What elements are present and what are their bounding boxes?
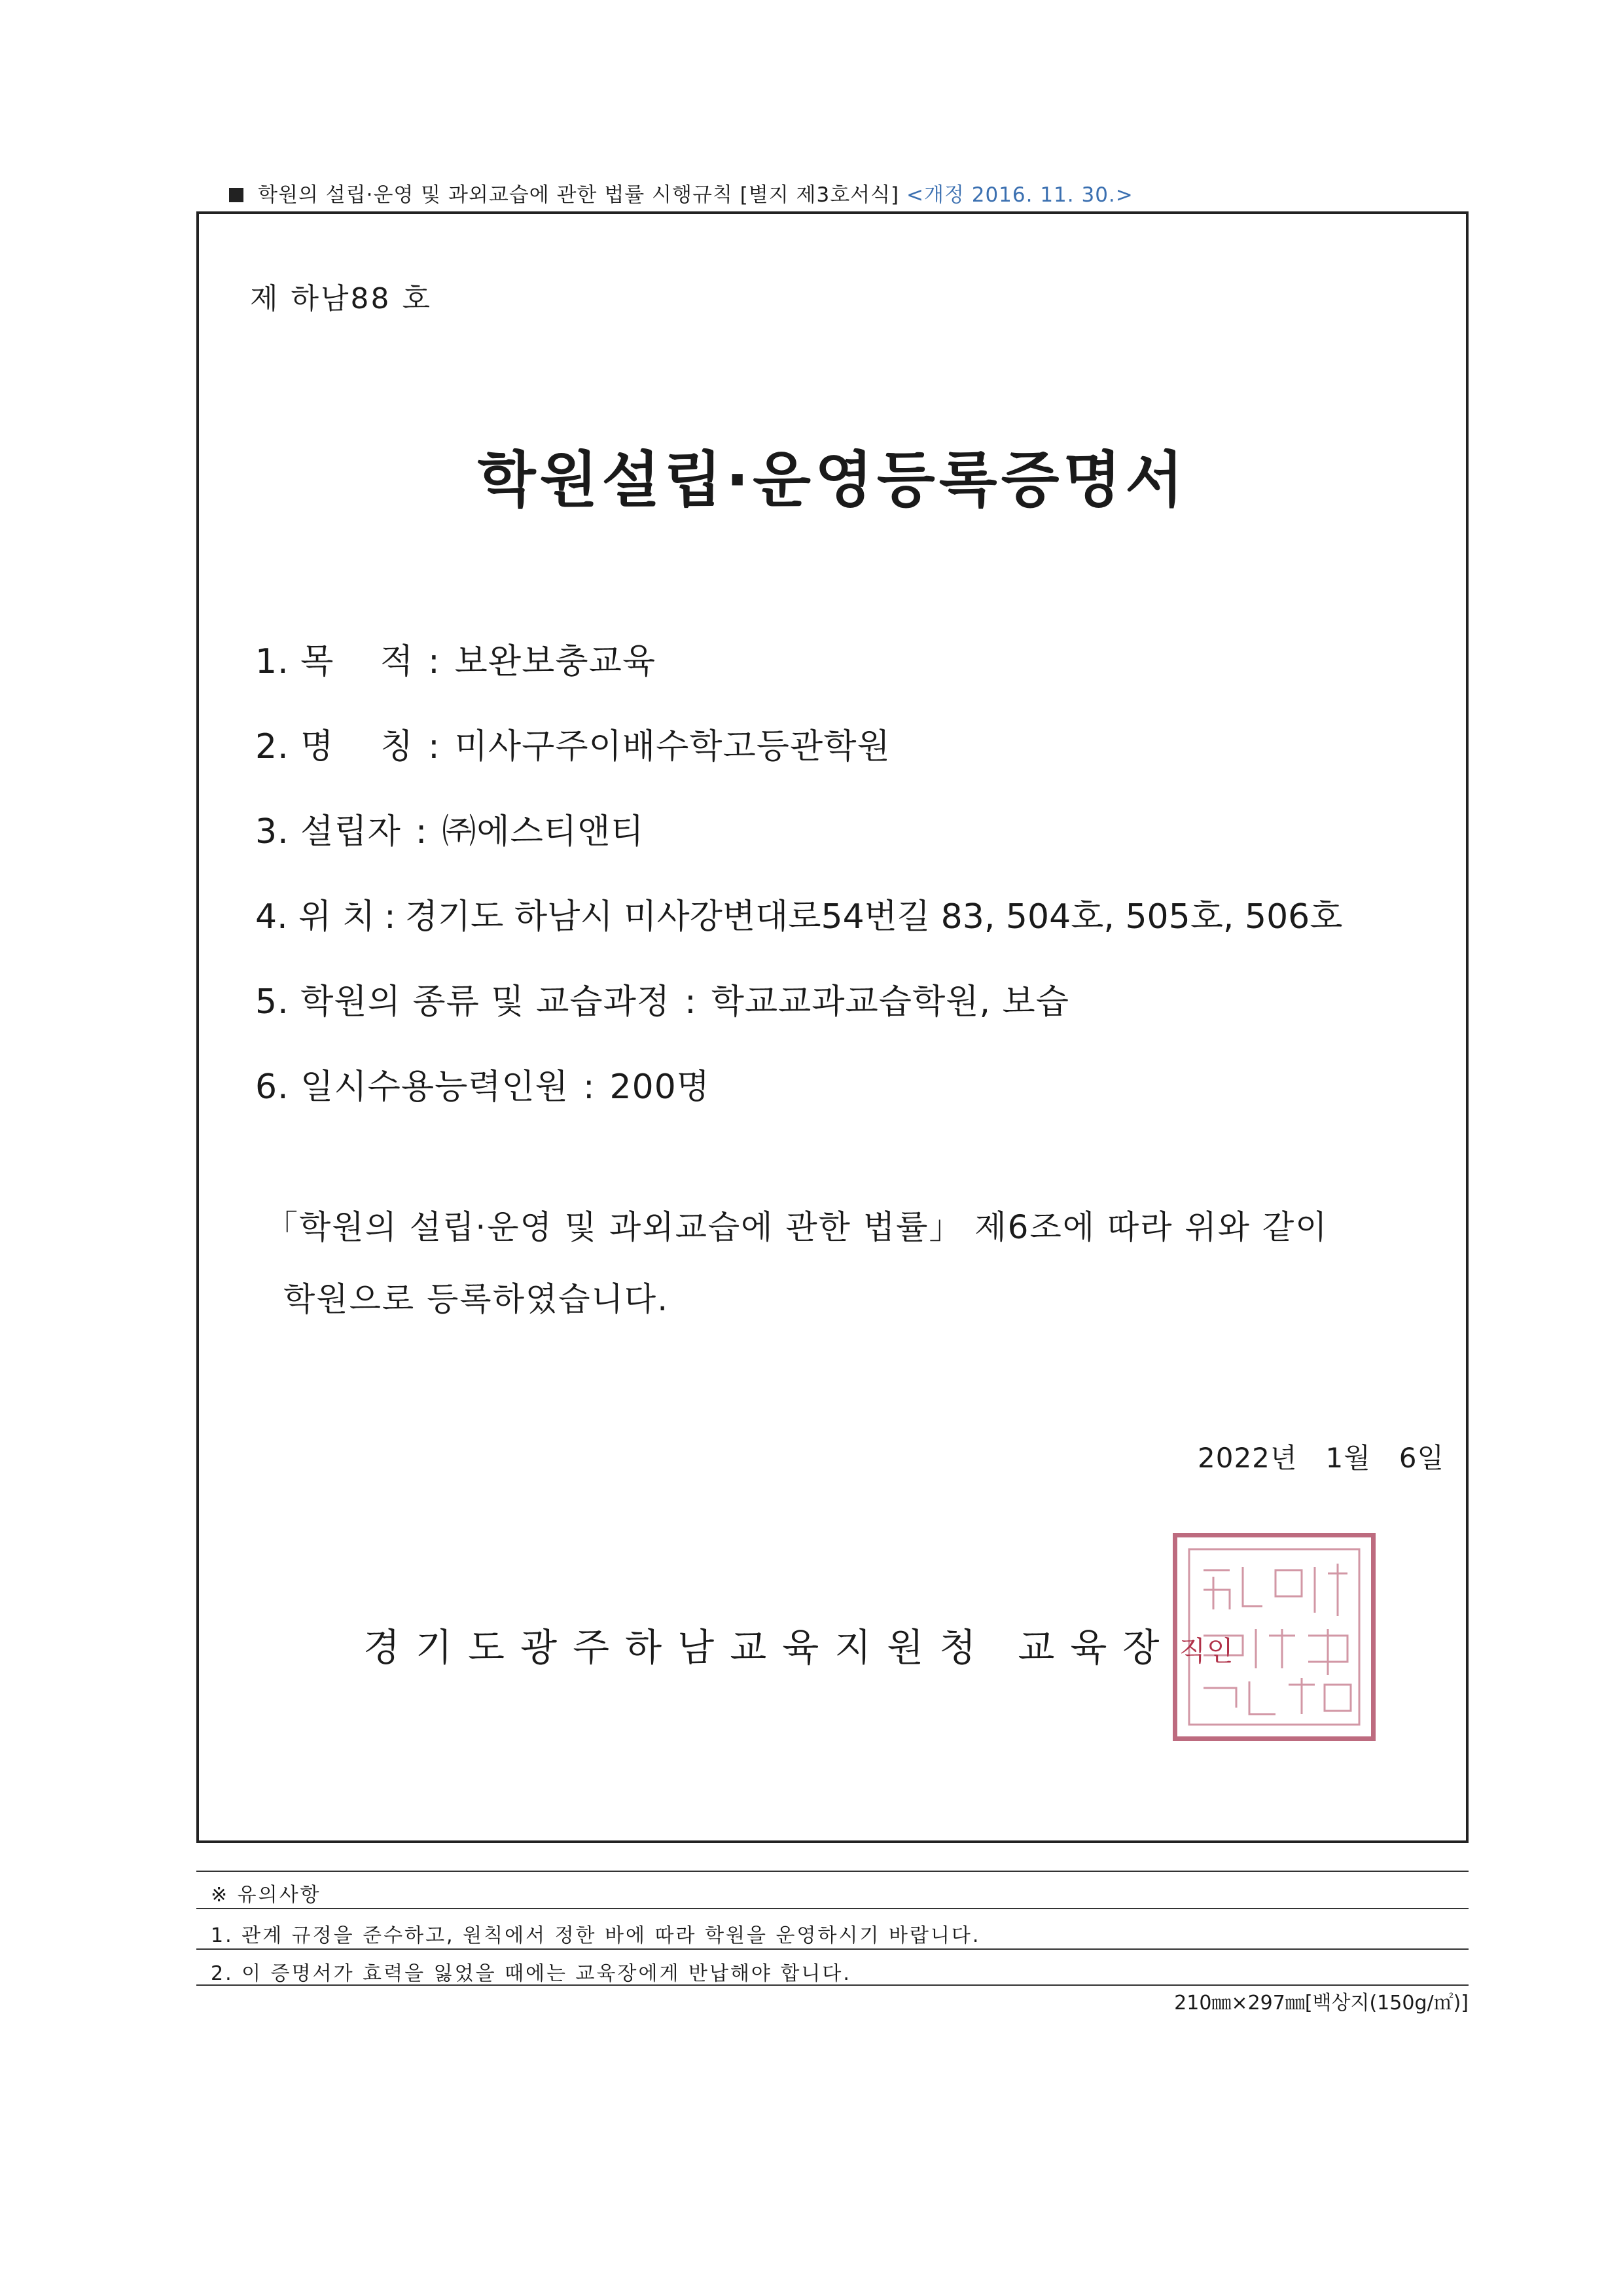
item-value: 보완보충교육 — [454, 642, 656, 681]
revision-text: <개정 2016. 11. 30.> — [906, 183, 1133, 207]
issuer-office: 경기도광주하남교육지원청 — [363, 1625, 992, 1670]
item-value: ㈜에스티앤티 — [442, 812, 645, 852]
square-bullet-icon — [229, 188, 243, 202]
form-header — [229, 178, 1133, 207]
notes-rule — [196, 1948, 1469, 1950]
issue-date: 2022년 1월 6일 — [1198, 1442, 1445, 1474]
seal-mark: 직인 — [1179, 1635, 1235, 1667]
notes-bottom-rule — [196, 1984, 1469, 1986]
issuer-title: 교육장 — [1018, 1625, 1175, 1670]
statement-line-2: 학원으로 등록하였습니다. — [283, 1280, 669, 1318]
item-founder: 3. 설립자 : ㈜에스티앤티 — [255, 804, 645, 853]
note-1: 1. 관계 규정을 준수하고, 원칙에서 정한 바에 따라 학원을 운영하시기 바랍니다. — [211, 1924, 981, 1947]
certificate-title: 학원설립·운영등록증명서 — [477, 445, 1188, 515]
item-purpose: 1. 목 적 : 보완보충교육 — [255, 634, 656, 683]
notes-top-rule — [196, 1871, 1469, 1872]
item-value: 경기도 하남시 미사강변대로54번길 83, 504호, 505호, 506호 — [404, 897, 1343, 937]
item-value: 미사구주이배수학고등관학원 — [454, 727, 891, 766]
item-value: 200명 — [609, 1067, 711, 1107]
issuer — [363, 1617, 1235, 1672]
item-type: 5. 학원의 종류 및 교습과정 : 학교교과교습학원, 보습 — [255, 974, 1069, 1023]
certificate-number: 제 하남88 호 — [250, 282, 432, 315]
item-label: 5. 학원의 종류 및 교습과정 — [255, 982, 671, 1022]
statement-line-1: 「학원의 설립·운영 및 과외교습에 관한 법률」 제6조에 따라 위와 같이 — [265, 1208, 1329, 1246]
item-capacity: 6. 일시수용능력인원 : 200명 — [255, 1059, 710, 1108]
paper-spec: 210㎜×297㎜[백상지(150g/㎡)] — [1174, 1992, 1469, 2015]
item-label: 2. 명 칭 — [255, 727, 414, 766]
item-value: 학교교과교습학원, 보습 — [711, 982, 1069, 1022]
notes-heading: ※ 유의사항 — [211, 1884, 321, 1907]
note-2: 2. 이 증명서가 효력을 잃었을 때에는 교육장에게 반납해야 합니다. — [211, 1962, 851, 1985]
regulation-text: 학원의 설립·운영 및 과외교습에 관한 법률 시행규칙 [별지 제3호서식] — [258, 183, 900, 207]
item-label: 3. 설립자 — [255, 812, 401, 852]
item-location: 4. 위 치 : 경기도 하남시 미사강변대로54번길 83, 504호, 505호, 506호 — [255, 889, 1342, 938]
notes-rule — [196, 1908, 1469, 1909]
item-name: 2. 명 칭 : 미사구주이배수학고등관학원 — [255, 719, 891, 768]
item-label: 6. 일시수용능력인원 — [255, 1067, 569, 1107]
item-label: 1. 목 적 — [255, 642, 414, 681]
certificate-statement — [265, 1191, 1450, 1335]
item-label: 4. 위 치 — [255, 897, 376, 937]
